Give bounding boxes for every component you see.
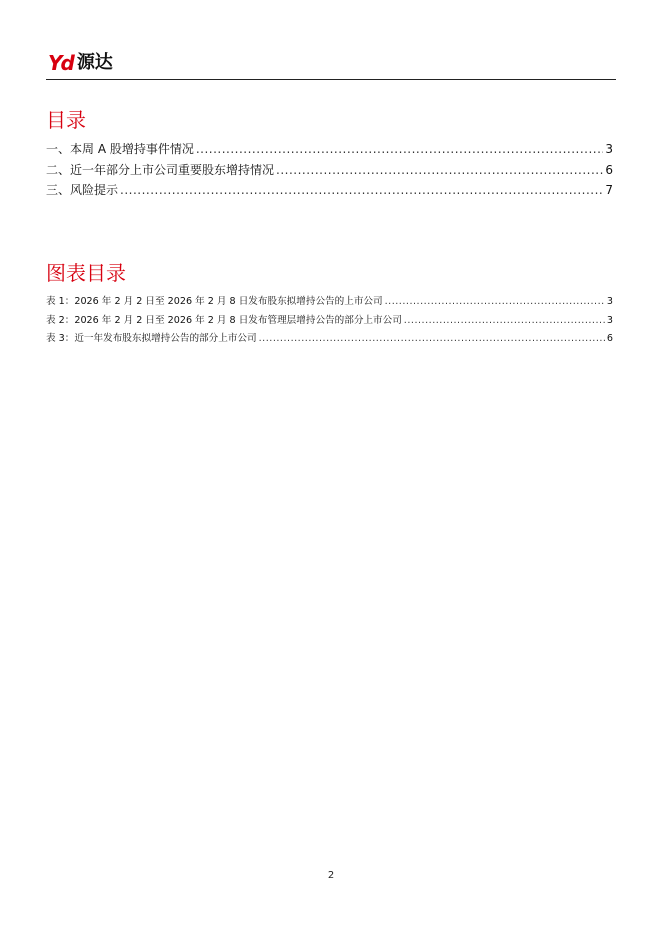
toc-entry[interactable] — [46, 180, 613, 201]
table-of-contents — [46, 139, 613, 201]
logo-text: 源达 — [76, 52, 113, 73]
toc-entry[interactable] — [46, 139, 613, 160]
toc-entry[interactable] — [46, 160, 613, 181]
toc-leader-dots — [276, 160, 603, 181]
toc-leader-dots — [259, 330, 605, 349]
company-logo — [48, 53, 113, 73]
toc-entry-page: 7 — [605, 183, 613, 197]
figure-toc-entry-label: 表 1：2026 年 2 月 2 日至 2026 年 2 月 8 日发布股东拟增持公告的上市公司 — [46, 296, 383, 307]
toc-entry-label: 一、本周 A 股增持事件情况 — [46, 142, 194, 156]
figure-toc-entry-label: 表 2：2026 年 2 月 2 日至 2026 年 2 月 8 日发布管理层增持公告的部分上市公司 — [46, 314, 402, 326]
toc-entry-label: 三、风险提示 — [46, 183, 119, 197]
toc-entry-page: 6 — [605, 162, 613, 177]
toc-leader-dots — [404, 312, 605, 331]
toc-title: 目录 — [46, 108, 86, 132]
figure-toc-entry-label: 表 3：近一年发布股东拟增持公告的部分上市公司 — [46, 333, 257, 344]
toc-entry-page: 3 — [605, 142, 613, 156]
figure-toc-entry-page: 3 — [606, 314, 613, 326]
figure-toc-entry-page: 6 — [606, 333, 613, 344]
toc-leader-dots — [120, 180, 603, 201]
figure-toc-entry[interactable] — [46, 330, 613, 349]
figure-toc-title: 图表目录 — [46, 261, 126, 285]
header-divider — [46, 79, 616, 80]
figure-toc-entry[interactable] — [46, 312, 613, 331]
figure-toc-entry[interactable] — [46, 293, 613, 312]
toc-leader-dots — [196, 139, 604, 160]
figure-toc-entry-page: 3 — [606, 296, 613, 307]
toc-entry-label: 二、近一年部分上市公司重要股东增持情况 — [46, 162, 275, 177]
logo-mark: Yd — [48, 51, 73, 75]
figure-table-of-contents — [46, 293, 613, 349]
page-number: 2 — [327, 870, 335, 881]
toc-leader-dots — [385, 293, 605, 312]
